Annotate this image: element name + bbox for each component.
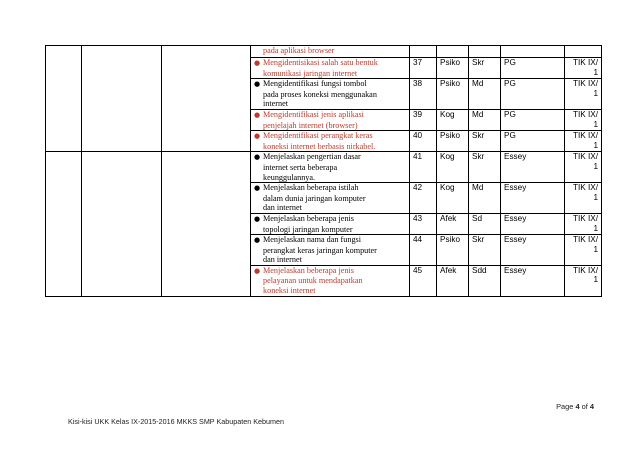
indicator-text: penjelajah internet (browser) (263, 120, 358, 130)
class-semester-cell: TIK IX/ 1 (565, 131, 602, 152)
indicator-text-line: Mengidentifikasi jenis aplikasi (263, 109, 364, 119)
question-number-cell: 44 (410, 235, 437, 266)
indicator-text-line: Mengidentifikasi fungsi tombol (263, 79, 367, 89)
indicator-text-line: Mengidentisikasi salah satu bentuk (263, 58, 378, 67)
bullet-icon: ● (254, 132, 261, 141)
difficulty-cell (469, 46, 501, 58)
bullet-icon: ● (254, 59, 261, 67)
footer-document-title: Kisi-kisi UKK Kelas IX-2015-2016 MKKS SMP Kabupaten Kebumen (68, 417, 285, 426)
indicator-text (254, 214, 406, 225)
question-form-cell: Essey (501, 152, 565, 183)
question-form-cell: Essey (501, 183, 565, 214)
bullet-icon: ● (254, 80, 261, 89)
question-number-cell: 41 (410, 152, 437, 183)
indicator-text (254, 183, 406, 194)
indicator-text-line: Menjelaskan pengertian dasar (263, 152, 361, 162)
bullet-icon: ● (254, 110, 261, 119)
difficulty-cell: Md (469, 79, 501, 110)
indicator-text (254, 58, 406, 69)
indicator-text-line: Menjelaskan beberapa istilah (263, 183, 359, 193)
indicator-text (254, 235, 406, 246)
question-number-cell: 39 (410, 109, 437, 130)
indicator-text: pada aplikasi browser (263, 46, 335, 55)
indicator-text-line: Menjelaskan beberapa jenis (263, 265, 354, 275)
difficulty-cell: Skr (469, 131, 501, 152)
indicator-text (254, 79, 406, 90)
indicator-text: internet (263, 99, 289, 109)
bullet-icon: ● (254, 236, 261, 245)
bullet-icon: ● (254, 153, 261, 162)
indicator-text (254, 266, 406, 277)
indicator-cell (251, 183, 410, 214)
indicator-cell (251, 79, 410, 110)
blank-col-c-top (162, 46, 251, 152)
blank-col-a-bottom (46, 152, 82, 297)
kisi-kisi-table (45, 45, 602, 297)
question-form-cell: Essey (501, 235, 565, 266)
difficulty-cell: Skr (469, 58, 501, 79)
question-form-cell: PG (501, 131, 565, 152)
class-semester-cell: TIK IX/ 1 (565, 79, 602, 110)
difficulty-cell: Sdd (469, 265, 501, 296)
indicator-cell (251, 46, 410, 58)
indicator-text: keunggulannya. (263, 172, 316, 182)
aspect-cell: Kog (437, 109, 469, 130)
aspect-cell: Psiko (437, 131, 469, 152)
class-semester-cell: TIK IX/ 1 (565, 152, 602, 183)
question-number-cell: 45 (410, 265, 437, 296)
indicator-text: komunikasi jaringan internet (263, 68, 358, 78)
difficulty-cell: Md (469, 183, 501, 214)
class-semester-cell: TIK IX/ 1 (565, 109, 602, 130)
indicator-cell (251, 235, 410, 266)
class-semester-cell: TIK IX/ 1 (565, 58, 602, 79)
question-form-cell: Essey (501, 213, 565, 234)
indicator-text: pelayanan untuk mendapatkan (263, 276, 363, 286)
aspect-cell: Afek (437, 265, 469, 296)
indicator-text: koneksi internet (263, 286, 316, 296)
class-semester-cell: TIK IX/ 1 (565, 183, 602, 214)
indicator-text-line: Menjelaskan nama dan fungsi (263, 235, 361, 245)
indicator-text: perangkat keras jaringan komputer (263, 245, 377, 255)
blank-col-a-top (46, 46, 82, 152)
aspect-cell: Kog (437, 183, 469, 214)
indicator-text: dan internet (263, 255, 302, 265)
indicator-cell (251, 213, 410, 234)
question-number-cell: 43 (410, 213, 437, 234)
page-of-label: of (581, 402, 588, 411)
indicator-cell (251, 131, 410, 152)
aspect-cell: Psiko (437, 79, 469, 110)
indicator-text: pada proses koneksi menggunakan (263, 89, 377, 99)
indicator-text-line: Mengidentifikasi perangkat keras (263, 131, 373, 141)
indicator-cell (251, 265, 410, 296)
question-number-cell: 38 (410, 79, 437, 110)
question-number-cell: 37 (410, 58, 437, 79)
question-form-cell (501, 46, 565, 58)
question-number-cell: 40 (410, 131, 437, 152)
difficulty-cell: Sd (469, 213, 501, 234)
aspect-cell: Afek (437, 213, 469, 234)
difficulty-cell: Skr (469, 235, 501, 266)
question-form-cell: PG (501, 58, 565, 79)
indicator-text: internet serta beberapa (263, 162, 338, 172)
indicator-text: koneksi internet berbasis nirkabel. (263, 141, 376, 151)
blank-col-b-bottom (82, 152, 162, 297)
footer-page-number (556, 402, 594, 411)
page-label: Page (556, 402, 574, 411)
blank-col-c-bottom (162, 152, 251, 297)
aspect-cell: Psiko (437, 235, 469, 266)
difficulty-cell: Md (469, 109, 501, 130)
class-semester-cell: TIK IX/ 1 (565, 265, 602, 296)
question-form-cell: PG (501, 109, 565, 130)
bullet-icon: ● (254, 266, 261, 275)
class-semester-cell (565, 46, 602, 58)
indicator-cell (251, 152, 410, 183)
indicator-text (254, 110, 406, 121)
bullet-icon: ● (254, 214, 261, 223)
page-total: 4 (589, 402, 594, 411)
question-form-cell: PG (501, 79, 565, 110)
indicator-text: topologi jaringan komputer (263, 224, 353, 234)
aspect-cell (437, 46, 469, 58)
indicator-text (254, 131, 406, 142)
indicator-text: dalam dunia jaringan komputer (263, 193, 366, 203)
indicator-cell (251, 58, 410, 79)
question-number-cell (410, 46, 437, 58)
indicator-text-line: Menjelaskan beberapa jenis (263, 213, 354, 223)
bullet-icon: ● (254, 184, 261, 193)
difficulty-cell: Skr (469, 152, 501, 183)
aspect-cell: Psiko (437, 58, 469, 79)
indicator-text: dan internet (263, 203, 302, 213)
indicator-text (254, 152, 406, 163)
table-row (46, 152, 602, 183)
table-row (46, 46, 602, 58)
question-number-cell: 42 (410, 183, 437, 214)
blank-col-b-top (82, 46, 162, 152)
question-form-cell: Essey (501, 265, 565, 296)
class-semester-cell: TIK IX/ 1 (565, 213, 602, 234)
class-semester-cell: TIK IX/ 1 (565, 235, 602, 266)
page-current: 4 (575, 402, 580, 411)
indicator-cell (251, 109, 410, 130)
aspect-cell: Kog (437, 152, 469, 183)
